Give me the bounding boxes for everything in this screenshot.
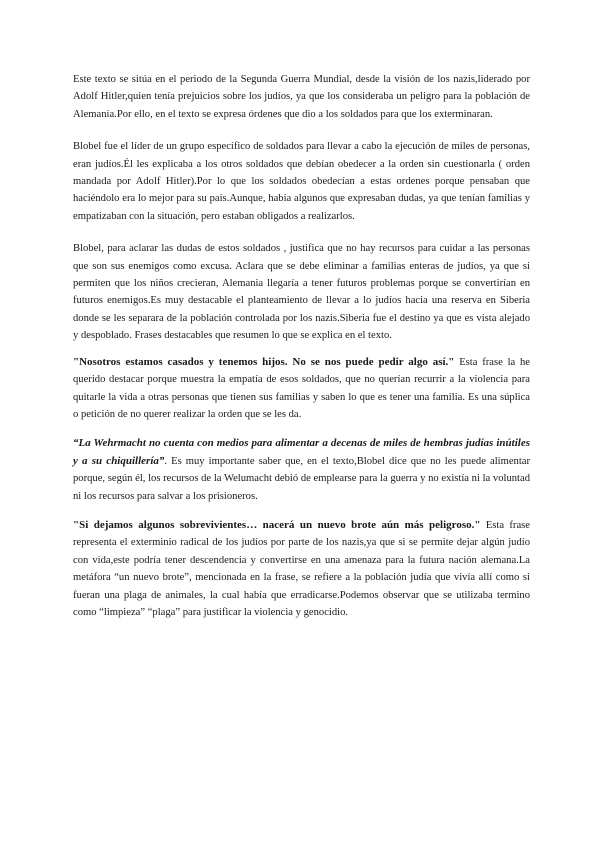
document-page (73, 71, 530, 621)
paragraph-quote-married (73, 354, 530, 424)
paragraph-blobel-leader: Blobel fue el líder de un grupo específico de soldados para llevar a cabo la ejecución de miles de personas, eran judíos.Él les explicaba a los otros soldados que debían obedecer a la orden sin cuestionarla ( orden mandada por Adolf Hitler).Por lo que los soldados obedecían a estas ordenes porque pensaban que haciéndolo era lo mejor para su país.Aunque, había algunos que expresaban dudas, ya que tenían familias y empatizaban con la situación, pero estaban obligados a realizarlos. (73, 141, 530, 222)
quote-commentary: Esta frase representa el exterminio radical de los judíos por parte de los nazis,ya que si se permite dejar algún judío con vida,este podría tener descendencia y convertirse en una amenaza para la futura nación alemana.La metáfora “un nuevo brote”, mencionada en la frase, se refiere a la población judía que vivía allí como si fueran una plaga de animales, la cual había que erradicarse.Podemos observar que se utilizaba termino como “limpieza” “plaga” para justificar la violencia y genocidio. (73, 519, 530, 618)
highlighted-quote: "Si dejamos algunos sobrevivientes… nacerá un nuevo brote aún más peligroso." (73, 518, 481, 531)
highlighted-quote: "Nosotros estamos casados y tenemos hijos. No se nos puede pedir algo así." (73, 355, 455, 368)
paragraph-context: Este texto se sitúa en el periodo de la Segunda Guerra Mundial, desde la visión de los nazis,liderado por Adolf Hitler,quien tenía prejuicios sobre los judíos, ya que los consideraba un peligro para la población de Alemania.Por ello, en el texto se expresa órdenes que dio a los soldados para que los exterminaran. (73, 74, 530, 120)
paragraph-quote-survivors (73, 517, 530, 621)
highlighted-quote: “La Wehrmacht no cuenta con medios para alimentar a decenas de miles de hembras judías inútiles y a su chiquillería” (73, 437, 530, 467)
quote-commentary: Esta frase la he querido destacar porque muestra la empatía de esos soldados, que no querían recurrir a la violencia para quitarle la vida a otras personas que tienen sus familias y saben lo que es tener una familia. Es una súplica o petición de no querer realizar la orden que se les da. (73, 356, 530, 420)
paragraph-quote-wehrmacht (73, 435, 530, 505)
paragraph-blobel-justification: Blobel, para aclarar las dudas de estos soldados , justifica que no hay recursos para cuidar a las personas que son sus enemigos como excusa. Aclara que se debe eliminar a familias enteras de judíos, ya que si permiten que los niños crecieran, Alemania llegaría a tener futuros problemas porque se convertirían en futuros enemigos.Es muy destacable el planteamiento de llevar a lo judíos hacia una reserva en Siberia donde se les separara de la población controlada por los nazis.Siberia fue el destino ya que es vista alejado y despoblado. Frases destacables que resumen lo que se explica en el texto. (73, 243, 530, 342)
quote-commentary: . Es muy importante saber que, en el texto,Blobel dice que no les puede alimentar porque, según él, los recursos de la Welumacht debió de emplearse para la guerra y no existía ni la voluntad ni los recursos para salvar a los prisioneros. (73, 455, 530, 502)
